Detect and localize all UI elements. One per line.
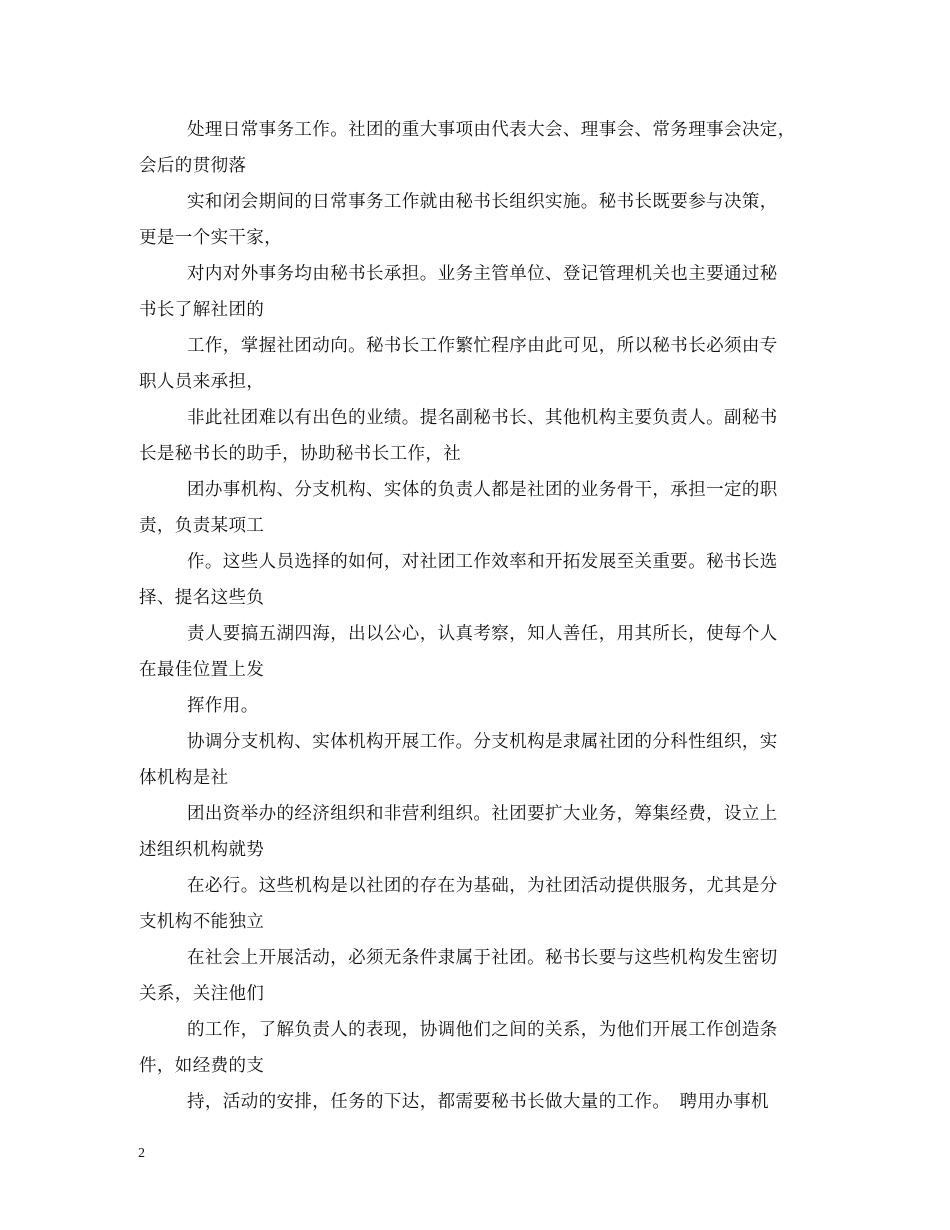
text-line: 在社会上开展活动，必须无条件隶属于社团。秘书长要与这些机构发生密切: [187, 948, 778, 968]
text-line: 对内对外事务均由秘书长承担。业务主管单位、登记管理机关也主要通过秘: [187, 264, 778, 284]
text-line: 协调分支机构、实体机构开展工作。分支机构是隶属社团的分科性组织，实: [187, 732, 778, 752]
page-number: 2: [138, 1146, 145, 1161]
text-line: 会后的贯彻落: [139, 156, 247, 176]
text-line: 更是一个实干家，: [139, 228, 283, 248]
text-line: 处理日常事务工作。社团的重大事项由代表大会、理事会、常务理事会决定，: [187, 120, 796, 140]
text-line: 挥作用。: [187, 696, 259, 716]
text-line: 体机构是社: [139, 768, 229, 788]
text-line: 作。这些人员选择的如何，对社团工作效率和开拓发展至关重要。秘书长选: [187, 552, 778, 572]
text-line: 关系，关注他们: [139, 984, 265, 1004]
text-line: 工作，掌握社团动向。秘书长工作繁忙程序由此可见，所以秘书长必须由专: [187, 336, 778, 356]
text-line: 书长了解社团的: [139, 300, 265, 320]
text-line: 在最佳位置上发: [139, 660, 265, 680]
text-line: 持，活动的安排，任务的下达，都需要秘书长做大量的工作。 聘用办事机: [187, 1092, 769, 1112]
text-line: 团出资举办的经济组织和非营利组织。社团要扩大业务，筹集经费，设立上: [187, 804, 778, 824]
text-line: 实和闭会期间的日常事务工作就由秘书长组织实施。秘书长既要参与决策，: [187, 192, 778, 212]
text-line: 责人要搞五湖四海，出以公心，认真考察，知人善任，用其所长，使每个人: [187, 624, 778, 644]
text-line: 的工作，了解负责人的表现，协调他们之间的关系，为他们开展工作创造条: [187, 1020, 778, 1040]
text-line: 长是秘书长的助手，协助秘书长工作，社: [139, 444, 462, 464]
text-line: 择、提名这些负: [139, 588, 265, 608]
text-line: 团办事机构、分支机构、实体的负责人都是社团的业务骨干，承担一定的职: [187, 480, 778, 500]
text-line: 非此社团难以有出色的业绩。提名副秘书长、其他机构主要负责人。副秘书: [187, 408, 778, 428]
text-line: 支机构不能独立: [139, 912, 265, 932]
text-line: 职人员来承担，: [139, 372, 265, 392]
text-line: 责，负责某项工: [139, 516, 265, 536]
text-line: 述组织机构就势: [139, 840, 265, 860]
text-line: 在必行。这些机构是以社团的存在为基础，为社团活动提供服务，尤其是分: [187, 876, 778, 896]
text-line: 件，如经费的支: [139, 1056, 265, 1076]
body-text: [139, 112, 829, 1120]
